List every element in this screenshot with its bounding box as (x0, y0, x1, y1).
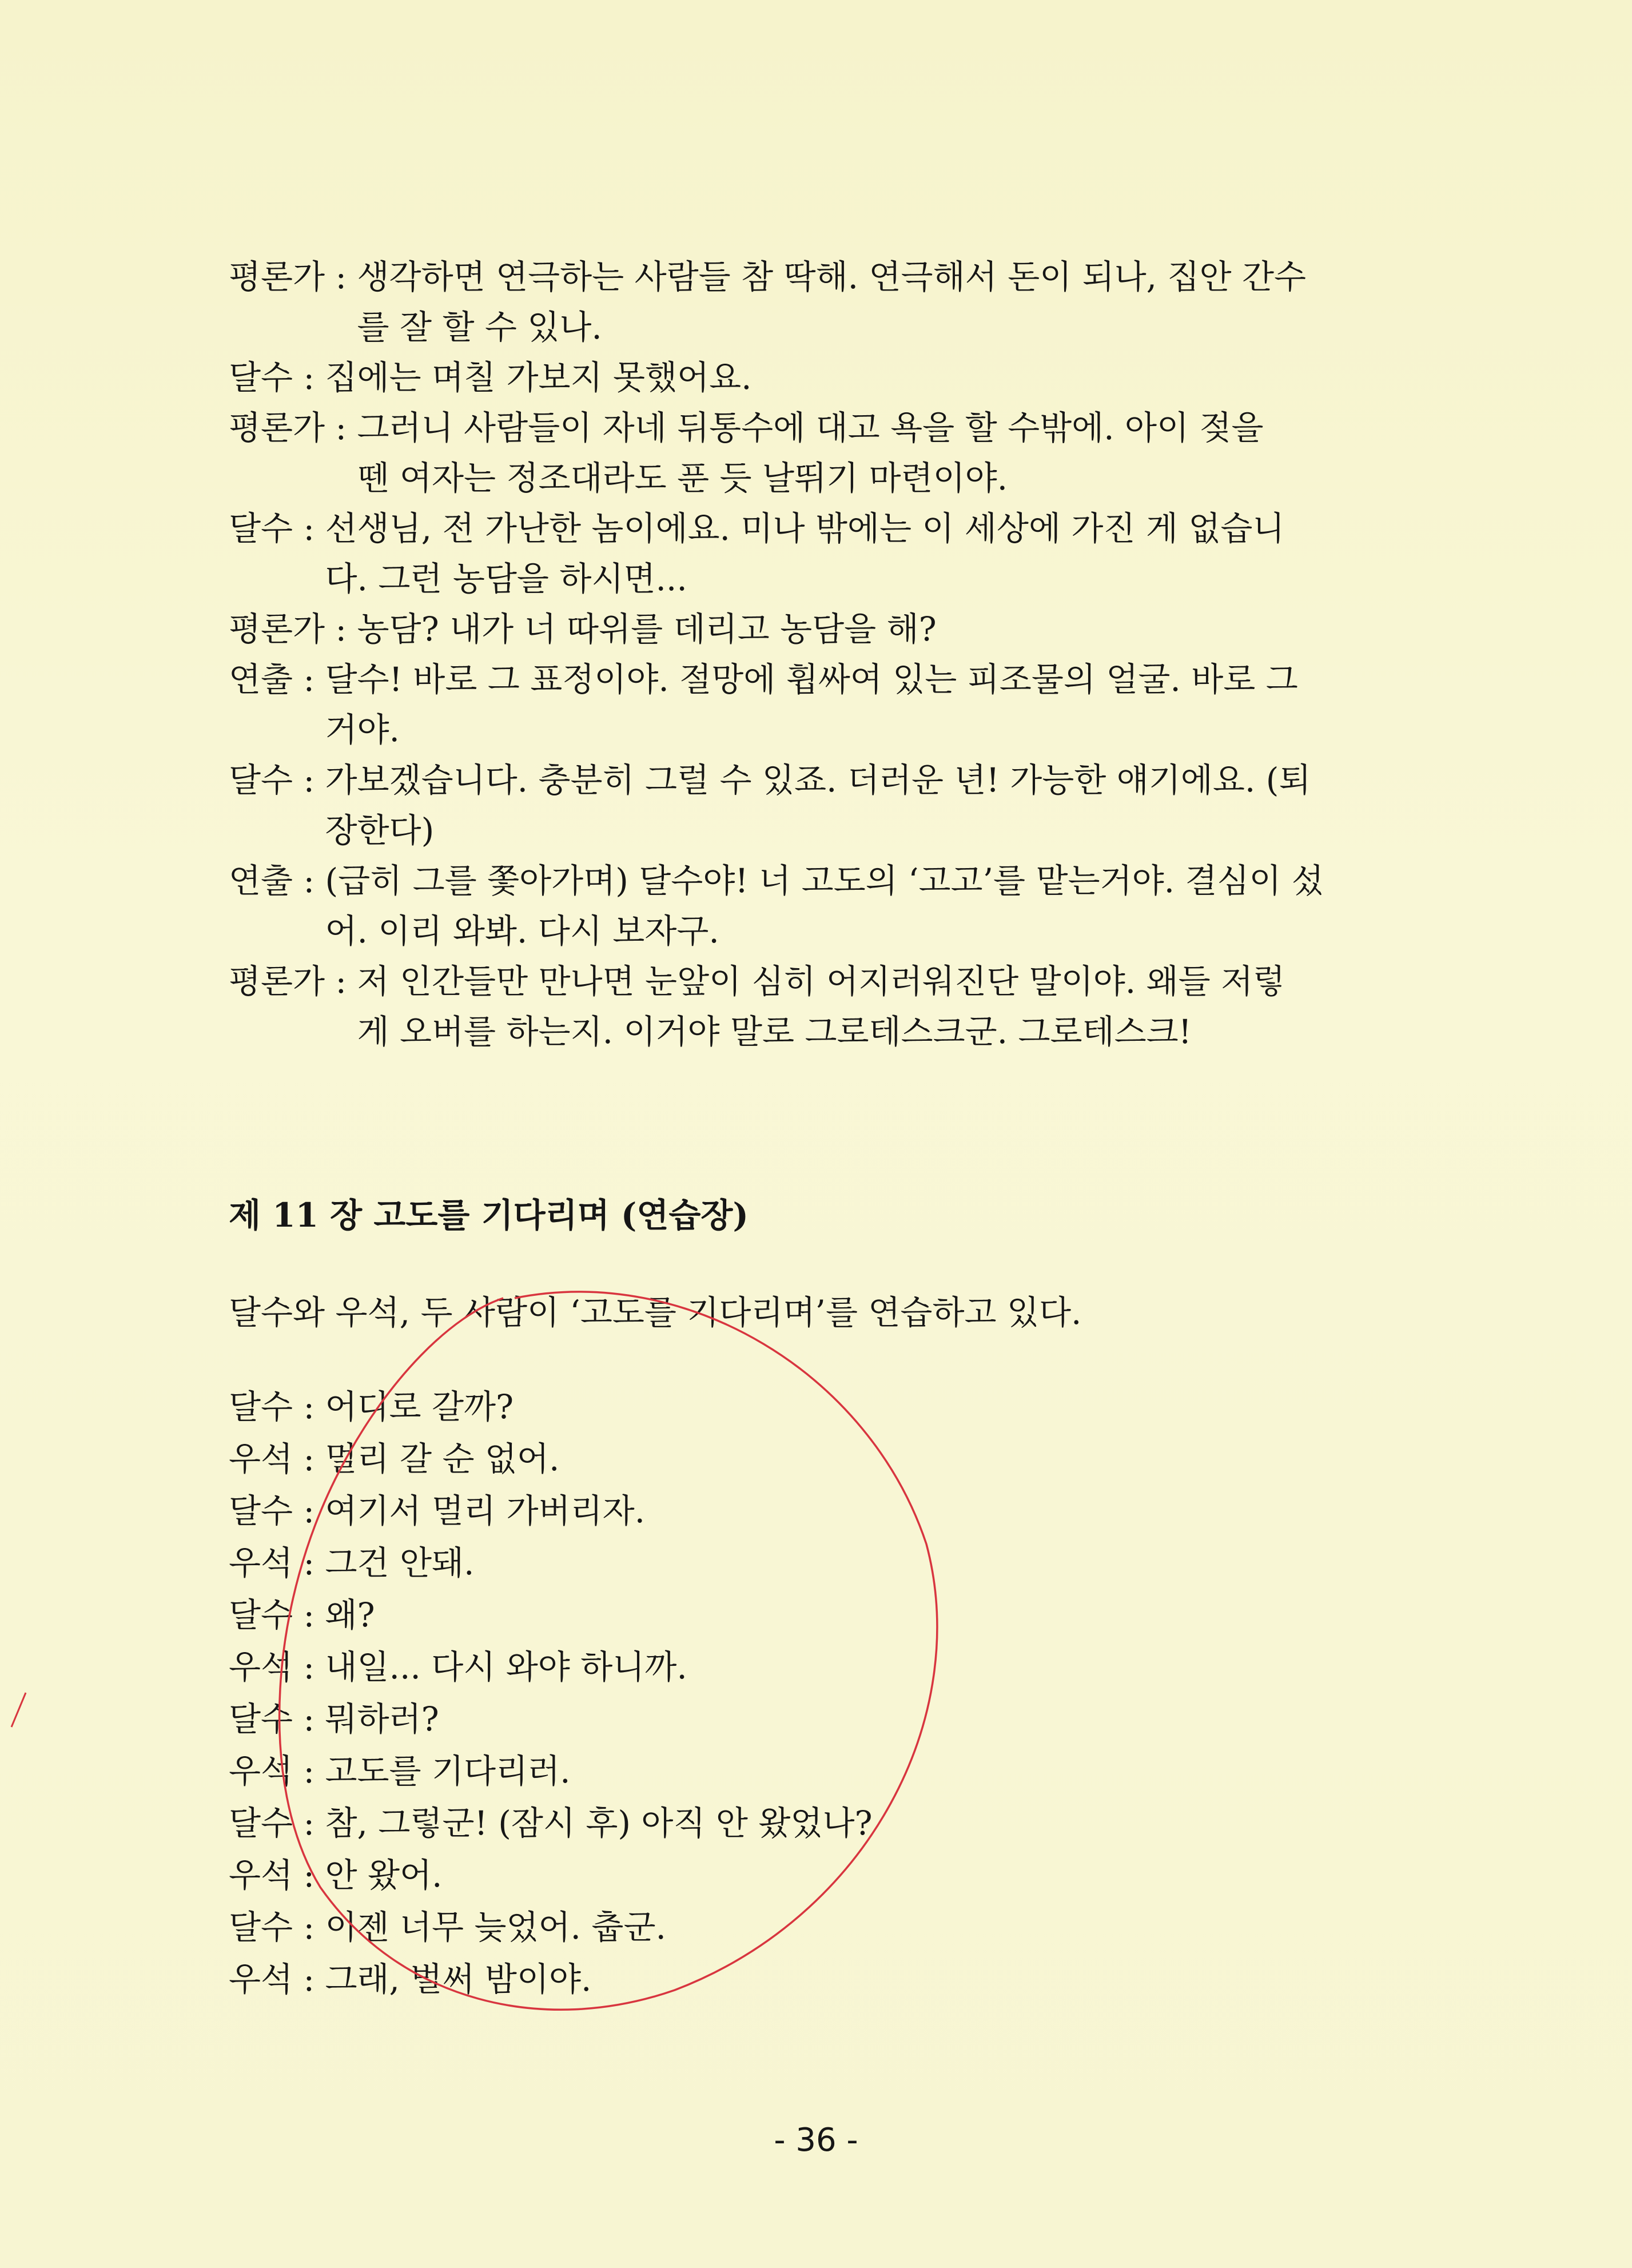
scene-title: 제 11 장 고도를 기다리며 (연습장) (229, 1196, 749, 1235)
speaker-name: 평론가 (229, 962, 325, 1001)
speaker-separator: : (293, 861, 325, 900)
speech-line: 뭐하러? (325, 1700, 439, 1738)
speaker-name: 달수 (229, 1804, 293, 1843)
speaker-separator: : (293, 1491, 325, 1530)
stage-direction: 달수와 우석, 두 사람이 ‘고도를 기다리며’를 연습하고 있다. (229, 1293, 1082, 1332)
speaker-name: 우석 (229, 1960, 293, 1999)
speaker-name: 평론가 (229, 610, 325, 648)
speech-line: 달수! 바로 그 표정이야. 절망에 휩싸여 있는 피조물의 얼굴. 바로 그 (325, 660, 1298, 699)
speaker-separator: : (325, 610, 357, 648)
speech-line: 어. 이리 와봐. 다시 보자구. (325, 912, 719, 950)
speaker-separator: : (325, 962, 357, 1001)
speaker-separator: : (293, 1543, 325, 1582)
speech-line: 거야. (325, 710, 400, 749)
speaker-separator: : (293, 1439, 325, 1478)
speaker-name: 우석 (229, 1439, 293, 1478)
speaker-name: 달수 (229, 1387, 293, 1426)
speech-line: 그러니 사람들이 자네 뒤통수에 대고 욕을 할 수밖에. 아이 젖을 (357, 408, 1264, 447)
speech-line: 왜? (325, 1595, 375, 1634)
speaker-name: 평론가 (229, 408, 325, 447)
speech-line: 선생님, 전 가난한 놈이에요. 미나 밖에는 이 세상에 가진 게 없습니 (325, 509, 1285, 548)
speech-line: 고도를 기다리러. (325, 1752, 571, 1790)
speaker-separator: : (293, 1700, 325, 1738)
speech-line: 안 왔어. (325, 1856, 443, 1895)
speech-line: 저 인간들만 만나면 눈앞이 심히 어지러워진단 말이야. 왜들 저렇 (357, 962, 1285, 1001)
speech-line: 멀리 갈 순 없어. (325, 1439, 560, 1478)
page-number: - 36 - (774, 2122, 858, 2159)
speaker-separator: : (293, 1908, 325, 1947)
speaker-separator: : (293, 1595, 325, 1634)
speech-line: 참, 그렇군! (잠시 후) 아직 안 왔었나? (325, 1804, 873, 1843)
speech-line: 내일... 다시 와야 하니까. (325, 1648, 687, 1686)
speech-line: 생각하면 연극하는 사람들 참 딱해. 연극해서 돈이 되나, 집안 간수 (357, 257, 1307, 296)
speaker-name: 달수 (229, 1491, 293, 1530)
speech-line: 게 오버를 하는지. 이거야 말로 그로테스크군. 그로테스크! (357, 1012, 1192, 1051)
speaker-name: 달수 (229, 1908, 293, 1947)
speaker-separator: : (293, 509, 325, 548)
speaker-separator: : (293, 1856, 325, 1895)
speaker-name: 우석 (229, 1856, 293, 1895)
red-circle-stroke (280, 1292, 937, 2010)
speech-line: 그건 안돼. (325, 1543, 475, 1582)
speaker-name: 달수 (229, 1700, 293, 1738)
speech-line: 장한다) (325, 811, 435, 850)
speaker-separator: : (293, 761, 325, 799)
speaker-name: 우석 (229, 1543, 293, 1582)
speech-line: 집에는 며칠 가보지 못했어요. (325, 358, 752, 397)
speech-line: 어디로 갈까? (325, 1387, 514, 1426)
speaker-name: 우석 (229, 1752, 293, 1790)
speech-line: 뗀 여자는 정조대라도 푼 듯 날뛰기 마련이야. (357, 459, 1008, 498)
speaker-separator: : (293, 1752, 325, 1790)
speaker-separator: : (293, 1387, 325, 1426)
speaker-name: 연출 (229, 660, 293, 699)
speaker-separator: : (293, 1804, 325, 1843)
red-tick-mark (11, 1693, 26, 1727)
speech-line: 가보겠습니다. 충분히 그럴 수 있죠. 더러운 년! 가능한 얘기에요. (퇴 (325, 761, 1311, 799)
speaker-name: 달수 (229, 1595, 293, 1634)
speech-line: 다. 그런 농담을 하시면... (325, 559, 687, 598)
speaker-separator: : (293, 1960, 325, 1999)
speech-line: 이젠 너무 늦었어. 춥군. (325, 1908, 666, 1947)
speech-line: 농담? 내가 너 따위를 데리고 농담을 해? (357, 610, 937, 648)
speech-line: 를 잘 할 수 있나. (357, 308, 602, 347)
speech-line: 그래, 벌써 밤이야. (325, 1960, 592, 1999)
speaker-separator: : (325, 408, 357, 447)
speaker-name: 평론가 (229, 257, 325, 296)
speech-line: (급히 그를 쫓아가며) 달수야! 너 고도의 ‘고고’를 맡는거야. 결심이 섰 (325, 861, 1324, 900)
speaker-name: 달수 (229, 761, 293, 799)
speaker-name: 연출 (229, 861, 293, 900)
speaker-separator: : (293, 660, 325, 699)
speaker-separator: : (325, 257, 357, 296)
speaker-name: 우석 (229, 1648, 293, 1686)
speaker-name: 달수 (229, 509, 293, 548)
speaker-name: 달수 (229, 358, 293, 397)
speech-line: 여기서 멀리 가버리자. (325, 1491, 646, 1530)
speaker-separator: : (293, 1648, 325, 1686)
speaker-separator: : (293, 358, 325, 397)
